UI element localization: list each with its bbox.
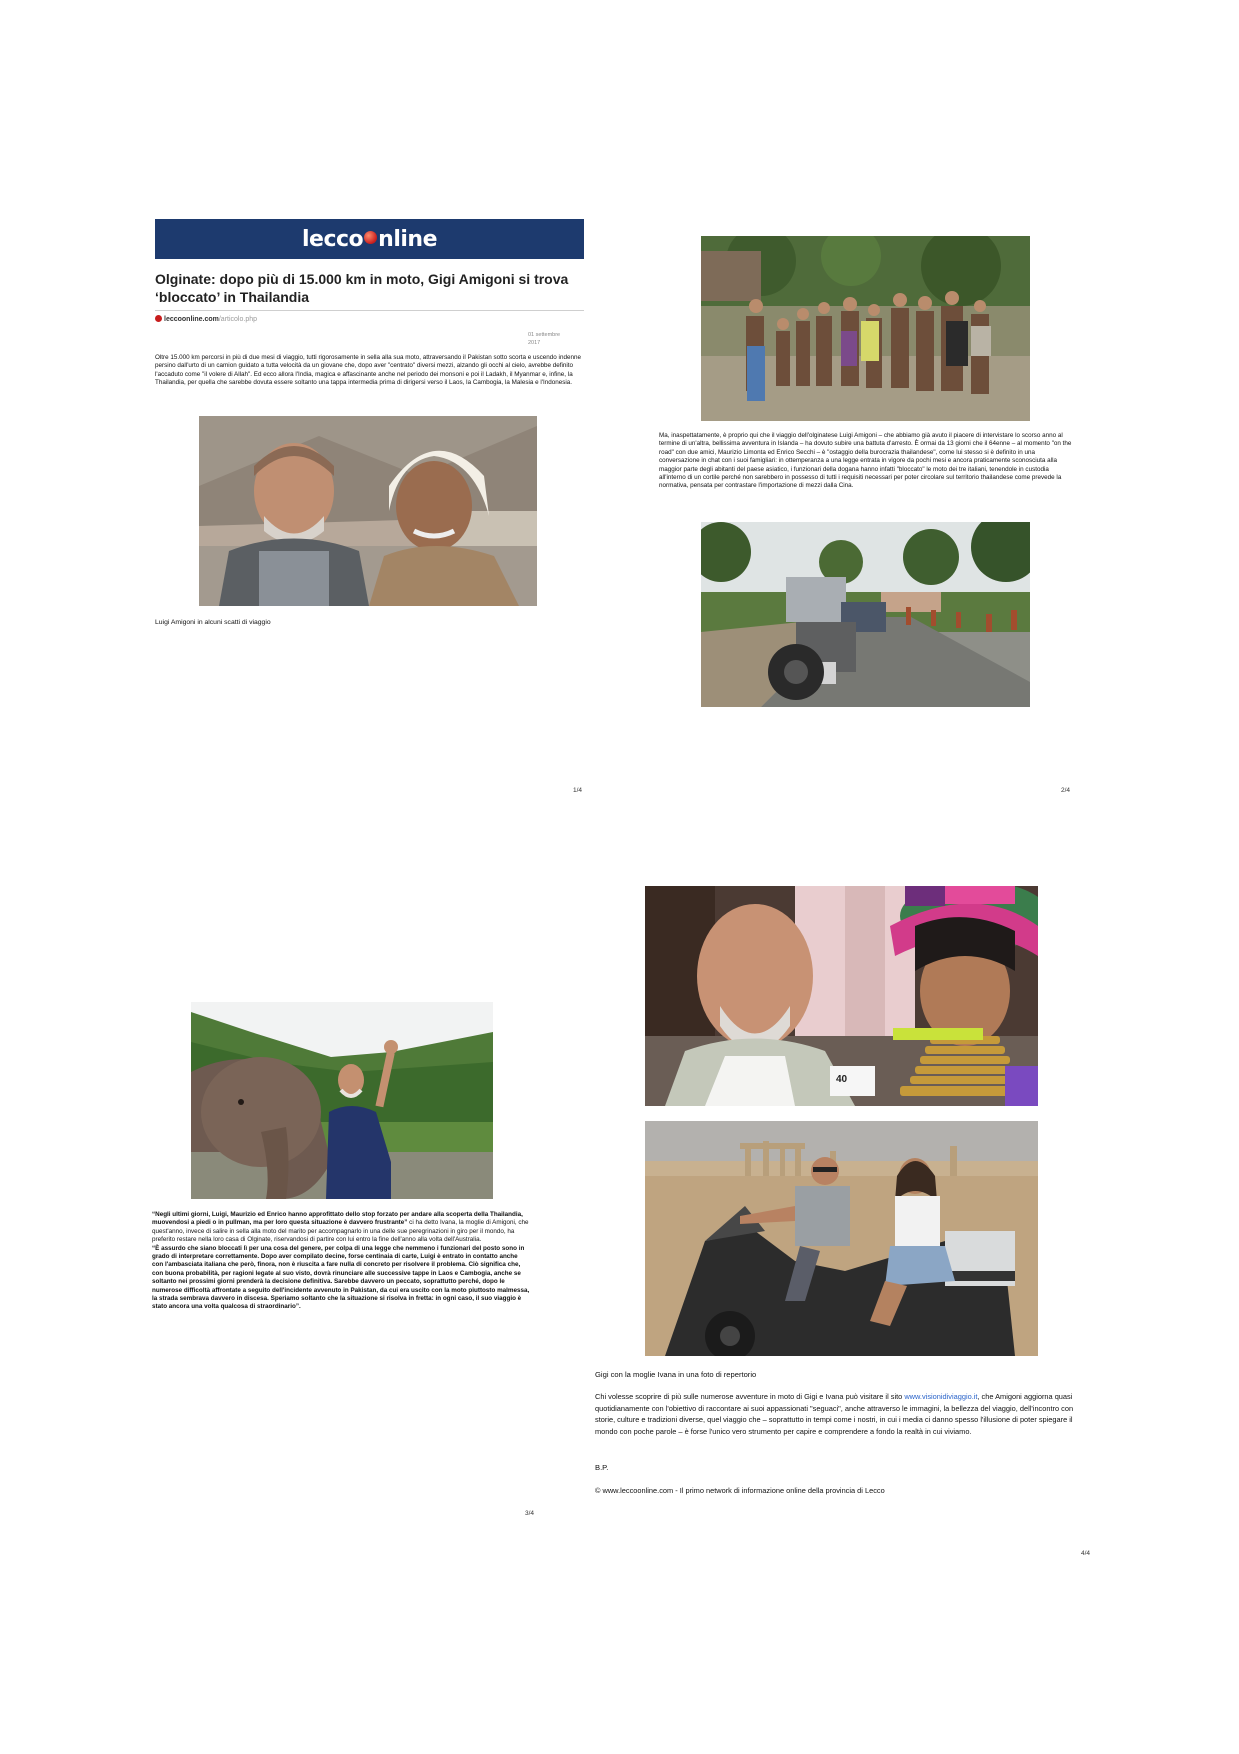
photo-caption-page4: Gigi con la moglie Ivana in una foto di repertorio (595, 1370, 757, 1379)
article-source[interactable] (155, 315, 257, 323)
intro-paragraph: Oltre 15.000 km percorsi in più di due mesi di viaggio, tutti rigorosamente in sella alla sua moto, attraversando il Pakistan sotto scorta e uscendo indenne persino dall'urto di un camion guidato a tutta velocità da un giovane che, dopo aver "centrato" diversi mezzi, alzando gli occhi al cielo, avrebbe definito l'accaduto come "il volere di Allah". Ed ecco allora l'India, magica e affascinante anche nel periodo dei monsoni e poi il Ladakh, il Myanmar e, infine, la Thailandia, per quella che sarebbe dovuta essere soltanto una tappa intermedia prima di dirigersi verso il Laos, la Cambogia, la Malesia e l'Indonesia. (155, 354, 581, 387)
page-number-1: 1/4 (573, 787, 583, 794)
page-number-3: 3/4 (525, 1510, 535, 1517)
logo-text-right: nline (378, 226, 437, 252)
photo-elephant-in-river (191, 1002, 493, 1199)
site-logo[interactable] (302, 227, 437, 252)
site-favicon-icon (155, 315, 162, 322)
logo-dot-icon (364, 231, 377, 244)
masthead-banner (155, 219, 584, 259)
photo-caption-page1: Luigi Amigoni in alcuni scatti di viaggio (155, 619, 271, 626)
source-site: leccoonline.com (164, 316, 219, 323)
page4-text-before-link: Chi volesse scoprire di più sulle numerose avventure in moto di Gigi e Ivana può visitare il sito (595, 1392, 905, 1401)
photo-amigoni-with-local-man (199, 416, 537, 606)
quote-attribution: ci ha detto Ivana, la moglie di Amigoni, che quest'anno, invece di salire in sella alla moto del marito per accompagnarlo in una delle sue peregrinazioni in giro per il mondo, ha preferito restare nella loro casa di Olginate, riservandosi di partire con lui entro la fine dell'anno alla volta dell'Australia. (152, 1219, 529, 1244)
visionidiviaggio-link[interactable]: www.visionidiviaggio.it (904, 1392, 978, 1401)
quote-ivana-2: “È assurdo che siano bloccati lì per una cosa del genere, per colpa di una legge che nemmeno i funzionari del posto sono in grado di interpretare correttamente. Dopo aver compilato decine, forse centinaia di carte, Luigi è entrato in contatto anche con l'ambasciata italiana che però, finora, non è riuscita a fare nulla di concreto per risolvere il problema. Ciò significa che, con buona probabilità, per ragioni legate al suo visto, dovrà rinunciare alle successive tappe in Laos e Cambogia, anche se soltanto nei prossimi giorni prenderà la decisione definitiva. Sarebbe davvero un peccato, soprattutto perché, dopo le numerose difficoltà affrontate a seguito dell'incidente avvenuto in Pakistan, da cui era uscito con la moto piuttosto malmessa, la strada sembrava davvero in discesa. Speriamo soltanto che la situazione si risolva in fretta: in ogni caso, il suo viaggio è stato ancora una volta qualcosa di straordinario”. (152, 1244, 530, 1311)
page2-paragraph: Ma, inaspettatamente, è proprio qui che il viaggio dell'olginatese Luigi Amigoni – che abbiamo già avuto il piacere di intervistare lo scorso anno al termine di un'altra, bellissima avventura in Islanda – ha dovuto subire una battuta d'arresto. È ormai da 13 giorni che il 64enne – al momento "on the road" con due amici, Maurizio Limonta ed Enrico Secchi – è "ostaggio della burocrazia thailandese", come lui stesso si è definito in una conversazione in chat con i suoi famigliari: in ottemperanza a una legge entrata in vigore da pochi mesi e ancora praticamente sconosciuta alla maggior parte degli abitanti del paese asiatico, i funzionari della dogana hanno infatti "bloccato" le moto dei tre italiani, tenendole in custodia all'interno di un cortile perché non sarebbero in possesso di tutti i requisiti necessari per poter circolare sul territorio thailandese come prevede la normativa, pensata per contrastare l'importazione di mezzi dalla Cina. (659, 432, 1072, 490)
copyright-footer[interactable]: © www.leccoonline.com - Il primo network di informazione online della provincia di Lecco (595, 1486, 885, 1495)
quote-ivana-1: “Negli ultimi giorni, Luigi, Maurizio ed Enrico hanno approfittato dello stop forzato per andare alla scoperta della Thailandia, muovendosi a piedi o in pullman, ma per loro questa situazione è davvero frustrante” (152, 1211, 523, 1227)
logo-text-left: lecco (302, 226, 364, 252)
photo-motorcycle-on-road (701, 522, 1030, 707)
source-path: /articolo.php (218, 316, 257, 323)
article-date: 01 settembre 2017 (528, 332, 561, 346)
photo-couple-on-motorcycle (645, 1121, 1038, 1356)
page4-text-after-link: , che Amigoni aggiorna quasi quotidianamente con l'obiettivo di raccontare ai suoi appassionati "seguaci", anche attraverso le immagini, la bellezza del viaggio, dell'incontro con storie, culture e tradizioni diverse, quel viaggio che – soprattutto in tempi come i nostri, in cui i media ci danno spesso l'illusione di poter spiegare il mondo con poche parole – è forse l'unico vero strumento per capire e comprendere a fondo la realtà in cui viviamo. (595, 1392, 1074, 1436)
author-signature: B.P. (595, 1463, 609, 1472)
page4-paragraph (595, 1391, 1075, 1437)
article-headline: Olginate: dopo più di 15.000 km in moto, Gigi Amigoni si trova ‘bloccato’ in Thailandia (155, 271, 569, 305)
photo-group-villagers (701, 236, 1030, 421)
page3-paragraph (152, 1211, 530, 1312)
page-number-2: 2/4 (1061, 787, 1071, 794)
page-number-4: 4/4 (1081, 1550, 1091, 1557)
headline-divider (155, 310, 584, 311)
photo-amigoni-with-kayan-woman (645, 886, 1038, 1106)
race-plate-number: 40 (836, 1074, 848, 1085)
